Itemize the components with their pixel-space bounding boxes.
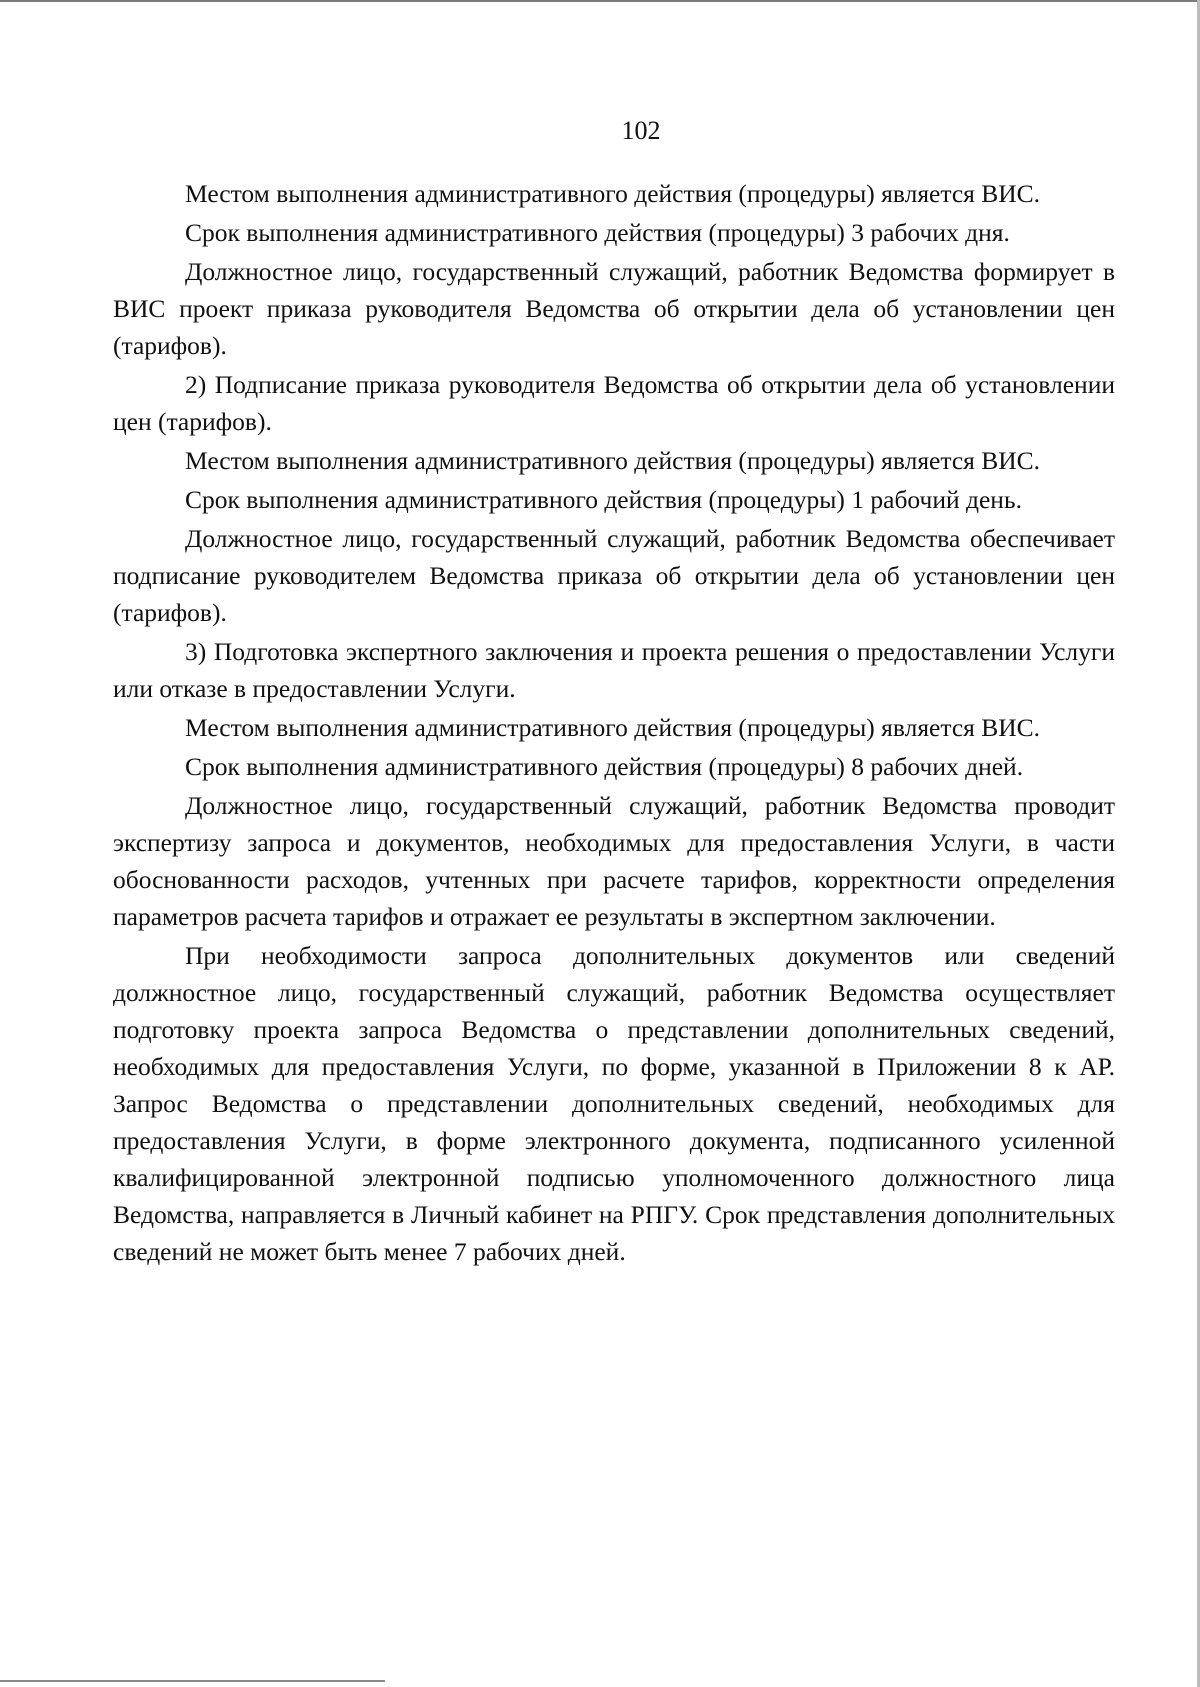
document-body bbox=[113, 175, 1115, 1272]
page-number: 102 bbox=[621, 116, 661, 145]
paragraph-place-2: Местом выполнения административного действия (процедуры) является ВИС. bbox=[185, 446, 1041, 475]
paragraph-term-3: Срок выполнения административного действия (процедуры) 8 рабочих дней. bbox=[185, 752, 1024, 781]
paragraph-official-1: Должностное лицо, государственный служащий, работник Ведомства формирует в ВИС проект приказа руководителя Ведомства об открытии дела об установлении цен (тарифов). bbox=[113, 257, 1115, 360]
paragraph-place-3: Местом выполнения административного действия (процедуры) является ВИС. bbox=[185, 713, 1041, 742]
paragraph-official-3: Должностное лицо, государственный служащий, работник Ведомства проводит экспертизу запроса и документов, необходимых для предоставления Услуги, в части обоснованности расходов, учтенных при расчете тарифов, корректности определения параметров расчета тарифов и отражает ее результаты в экспертном заключении. bbox=[113, 791, 1115, 931]
paragraph-term-1: Срок выполнения административного действия (процедуры) 3 рабочих дня. bbox=[185, 218, 1010, 247]
scan-border-top bbox=[0, 0, 1200, 2]
scan-border-bottom bbox=[0, 1680, 385, 1682]
paragraph-step-3: 3) Подготовка экспертного заключения и проекта решения о предоставлении Услуги или отказе в предоставлении Услуги. bbox=[113, 637, 1115, 703]
paragraph-place-1: Местом выполнения административного действия (процедуры) является ВИС. bbox=[185, 179, 1041, 208]
paragraph-official-2: Должностное лицо, государственный служащий, работник Ведомства обеспечивает подписание руководителем Ведомства приказа об открытии дела об установлении цен (тарифов). bbox=[113, 524, 1115, 627]
paragraph-step-2: 2) Подписание приказа руководителя Ведомства об открытии дела об установлении цен (тарифов). bbox=[113, 370, 1115, 436]
paragraph-term-2: Срок выполнения административного действия (процедуры) 1 рабочий день. bbox=[185, 485, 1022, 514]
paragraph-additional-request: При необходимости запроса дополнительных документов или сведений должностное лицо, государственный служащий, работник Ведомства осуществляет подготовку проекта запроса Ведомства о представлении дополнительных сведений, необходимых для предоставления Услуги, по форме, указанной в Приложении 8 к АР. Запрос Ведомства о представлении дополнительных сведений, необходимых для предоставления Услуги, в форме электронного документа, подписанного усиленной квалифицированной электронной подписью уполномоченного должностного лица Ведомства, направляется в Личный кабинет на РПГУ. Срок представления дополнительных сведений не может быть менее 7 рабочих дней. bbox=[113, 941, 1115, 1266]
